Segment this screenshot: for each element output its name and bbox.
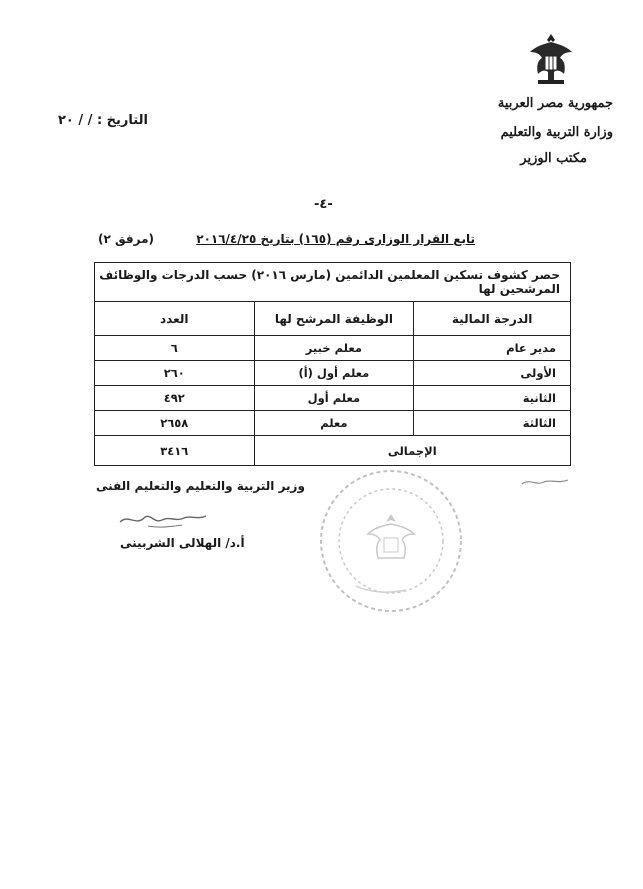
header-grade: الدرجة المالية	[414, 302, 571, 336]
header-job: الوظيفة المرشح لها	[254, 302, 414, 336]
cell-grade: الثانية	[414, 386, 571, 411]
cell-grade: الأولى	[414, 361, 571, 386]
official-seal-stamp	[316, 466, 466, 616]
table-title: حصر كشوف تسكين المعلمين الدائمين (مارس ٢٠١٦) حسب الدرجات والوظائف المرشحين لها	[95, 263, 571, 302]
header-office: مكتب الوزير	[520, 151, 587, 166]
table-row	[95, 386, 571, 411]
cell-job: معلم أول	[254, 386, 414, 411]
total-label: الإجمالى	[254, 436, 570, 466]
handwritten-mark	[520, 474, 570, 490]
cell-count: ٢٦٠	[95, 361, 255, 386]
header-count: العدد	[95, 302, 255, 336]
page-number: -٤-	[314, 197, 333, 212]
total-value: ٣٤١٦	[95, 436, 255, 466]
minister-title: وزير التربية والتعليم والتعليم الفنى	[96, 479, 305, 493]
cell-job: معلم	[254, 411, 414, 436]
handwritten-signature	[118, 508, 208, 530]
date-line: التاريخ : / / ٢٠	[58, 113, 148, 128]
decree-text: تابع القرار الوزارى رقم (١٦٥) بتاريخ ٢٠١٦/٤/٢٥	[196, 232, 475, 246]
header-ministry: وزارة التربية والتعليم	[500, 125, 613, 140]
header-country: جمهورية مصر العربية	[497, 96, 613, 111]
table-row	[95, 361, 571, 386]
decree-reference	[196, 232, 475, 246]
minister-name: أ.د/ الهلالى الشربينى	[120, 536, 245, 550]
table-row	[95, 336, 571, 361]
teachers-placement-table	[94, 262, 571, 466]
table-row	[95, 411, 571, 436]
attachment-label: (مرفق ٢)	[98, 232, 155, 246]
cell-count: ٦	[95, 336, 255, 361]
eagle-emblem	[526, 30, 576, 86]
cell-count: ٢٦٥٨	[95, 411, 255, 436]
cell-grade: الثالثة	[414, 411, 571, 436]
cell-job: معلم خبير	[254, 336, 414, 361]
cell-count: ٤٩٢	[95, 386, 255, 411]
cell-job: معلم أول (أ)	[254, 361, 414, 386]
cell-grade: مدير عام	[414, 336, 571, 361]
